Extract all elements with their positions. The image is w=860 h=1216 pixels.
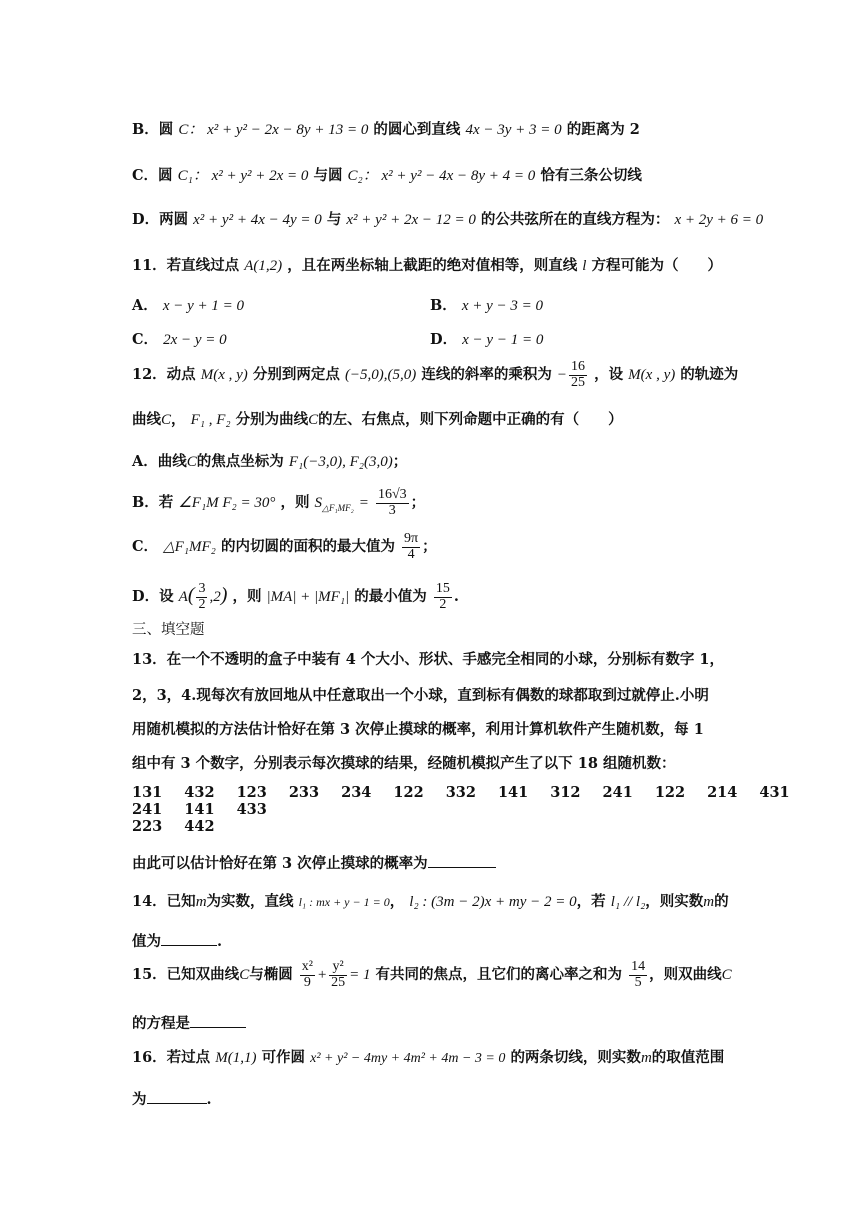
q12-option-d <box>132 582 459 612</box>
subscript: △F₁MF₂ <box>322 503 354 514</box>
text: 的左、右焦点，则下列命题中正确的有（ ） <box>318 411 623 428</box>
text: 为实数，直线 <box>206 893 294 910</box>
math: F₁ , F₂ <box>190 412 231 428</box>
text: 的最小值为 <box>354 588 427 606</box>
random-number: 433 <box>236 801 267 818</box>
random-number: 234 <box>341 784 372 801</box>
text: 有共同的焦点，且它们的离心率之和为 <box>375 966 623 984</box>
math: ∠F₁M F₂ = 30° <box>178 495 276 512</box>
section-title: 三、填空题 <box>132 622 205 638</box>
text: ，则实数 <box>645 893 704 910</box>
text: ， <box>389 893 405 910</box>
text: ，则双曲线 <box>649 966 722 984</box>
math: F₁(−3,0), F₂(3,0) <box>288 454 393 470</box>
text: 的圆心到直线 <box>373 121 461 138</box>
random-number: 332 <box>445 784 476 801</box>
q12-option-b <box>132 488 425 518</box>
q15-line2 <box>132 1012 246 1033</box>
math: x − y + 1 = 0 <box>162 298 245 314</box>
text: 恰有三条公切线 <box>540 167 642 184</box>
math: C <box>308 412 319 428</box>
q16-line2 <box>132 1088 212 1109</box>
text: 的距离为 2 <box>566 121 640 138</box>
text: ，且在两坐标轴上截距的绝对值相等，则直线 <box>287 257 578 274</box>
math: m <box>703 894 715 910</box>
math: l₂ : (3m − 2)x + my − 2 = 0 <box>409 894 577 910</box>
text: 为 <box>132 1091 147 1108</box>
text: . <box>453 588 459 606</box>
answer-blank[interactable] <box>147 1089 207 1104</box>
math: (−5,0),(5,0) <box>344 367 417 384</box>
text: 与 <box>326 211 342 228</box>
text: 14．已知 <box>132 893 196 910</box>
label: B． <box>430 297 457 314</box>
text: 曲线 <box>132 411 161 428</box>
math: C <box>161 412 172 428</box>
text: B．圆 <box>132 121 174 138</box>
math: △F₁MF₂ <box>163 539 216 556</box>
random-number: 214 <box>707 784 738 801</box>
math: ,2 <box>209 589 221 606</box>
text: ，则 <box>280 494 310 512</box>
text: 的轨迹为 <box>680 366 739 384</box>
text: ； <box>410 494 426 512</box>
math: x − y − 1 = 0 <box>462 332 544 348</box>
q11-option-a <box>132 294 244 315</box>
math: m <box>195 894 207 910</box>
text: ，设 <box>594 366 624 384</box>
fraction: $\frac{\text{x²}}{9}$ <box>301 959 313 990</box>
q15-line1 <box>132 960 732 990</box>
text: 方程可能为（ ） <box>591 257 723 274</box>
q13-line2: 2，3，4.现每次有放回地从中任意取出一个小球，直到标有偶数的球都取到过就停止.小明 <box>132 687 709 704</box>
math: M(x , y) <box>628 367 676 384</box>
text: 分别为曲线 <box>235 411 309 428</box>
text: 与椭圆 <box>249 966 293 984</box>
text: 16．若过点 <box>132 1049 211 1066</box>
paren: ) <box>220 584 228 607</box>
text: 的公共弦所在的直线方程为： <box>480 211 670 228</box>
text: 与圆 <box>313 167 343 184</box>
text: ； <box>422 538 437 556</box>
paren: ( <box>187 584 195 607</box>
math: C₂： x² + y² − 4x − 8y + 4 = 0 <box>347 168 536 184</box>
text: 的内切圆的面积的最大值为 <box>220 538 395 556</box>
text: 15．已知双曲线 <box>132 966 240 984</box>
q12-option-c <box>132 532 437 562</box>
text: 的方程是 <box>132 1015 190 1032</box>
math: x² + y² + 4x − 4y = 0 <box>193 212 322 228</box>
random-number: 122 <box>393 784 424 801</box>
text: 可作圆 <box>261 1049 306 1066</box>
q12-option-a <box>132 450 407 471</box>
text: 的焦点坐标为 <box>196 453 284 470</box>
fraction: $\frac{16√3}{3}$ <box>377 487 407 518</box>
math: x² + y² + 2x − 12 = 0 <box>346 212 476 228</box>
fraction: $\frac{16}{25}$ <box>571 359 586 390</box>
q13-line4: 组中有 3 个数字，分别表示每次摸球的结果，经随机模拟产生了以下 18 组随机数： <box>132 755 676 772</box>
math: 2x − y = 0 <box>163 332 227 348</box>
text: ，则 <box>232 588 262 606</box>
answer-blank[interactable] <box>161 931 217 946</box>
text: ； <box>392 453 408 470</box>
q14-line1 <box>132 890 729 911</box>
math: l <box>582 258 587 274</box>
math: C₁： x² + y² + 2x = 0 <box>177 168 309 184</box>
q11-option-b <box>430 294 543 315</box>
fraction: $\frac{\text{y²}}{25}$ <box>331 959 346 990</box>
text: 12．动点 <box>132 366 196 384</box>
q13-line1: 13．在一个不透明的盒子中装有 4 个大小、形状、手感完全相同的小球，分别标有数字 1， <box>132 651 724 668</box>
random-number: 223 <box>132 818 163 835</box>
fraction: $\frac{15}{2}$ <box>435 581 450 612</box>
text: 的 <box>714 893 729 910</box>
random-number: 122 <box>654 784 686 801</box>
math: A(1,2) <box>244 258 283 274</box>
math: C <box>721 967 732 984</box>
text: B．若 <box>132 494 174 512</box>
random-number: 123 <box>236 784 267 801</box>
math: A <box>178 589 188 606</box>
math: S <box>314 495 323 512</box>
label: C． <box>132 331 159 348</box>
text: D．两圆 <box>132 211 189 228</box>
text: 分别到两定点 <box>252 366 340 384</box>
fraction: $\frac{9\pi}{4}$ <box>404 531 419 562</box>
text: D．设 <box>132 588 174 606</box>
text: C．圆 <box>132 167 173 184</box>
answer-blank[interactable] <box>428 853 496 868</box>
math: C <box>186 454 197 470</box>
q12-stem-line1 <box>132 360 738 390</box>
label: A． <box>132 297 158 314</box>
random-number: 141 <box>184 801 215 818</box>
math: M(1,1) <box>215 1050 257 1066</box>
random-number: 442 <box>184 818 215 835</box>
text: 的取值范围 <box>651 1049 725 1066</box>
text: . <box>206 1091 212 1108</box>
random-number: 131 <box>132 784 163 801</box>
math: = 1 <box>349 967 371 984</box>
math: l₁ : mx + y − 1 = 0 <box>298 895 390 909</box>
text: C． <box>132 538 159 556</box>
q10-option-c <box>132 164 642 185</box>
text: 值为 <box>132 933 161 950</box>
q11-option-c <box>132 328 227 349</box>
math: M(x , y) <box>200 367 248 384</box>
text: 11．若直线过点 <box>132 257 240 274</box>
text: 由此可以估计恰好在第 3 次停止摸球的概率为 <box>132 855 428 872</box>
text: . <box>217 933 223 950</box>
math: |MA| + |MF₁| <box>266 589 350 606</box>
random-numbers-row1 <box>132 784 860 818</box>
math: x + y − 3 = 0 <box>461 298 544 314</box>
random-number: 241 <box>602 784 633 801</box>
math: + <box>316 967 328 984</box>
math: x + 2y + 6 = 0 <box>674 212 764 228</box>
q11-option-d <box>430 328 543 349</box>
text: 的两条切线，则实数 <box>510 1049 641 1066</box>
q14-line2 <box>132 930 222 951</box>
random-number: 241 <box>132 801 163 818</box>
q12-stem-line2 <box>132 408 623 429</box>
random-number: 431 <box>759 784 790 801</box>
math: C： x² + y² − 2x − 8y + 13 = 0 <box>178 122 369 138</box>
q10-option-b <box>132 118 640 139</box>
minus-sign: − <box>556 367 568 384</box>
random-number: 432 <box>184 784 215 801</box>
fraction: $\frac{14}{5}$ <box>631 959 646 990</box>
q11-stem <box>132 254 722 275</box>
text: ，若 <box>576 893 606 910</box>
text: ， <box>171 411 186 428</box>
math: = <box>358 495 369 512</box>
math: 4x − 3y + 3 = 0 <box>465 122 562 138</box>
q16-line1 <box>132 1046 724 1067</box>
answer-blank[interactable] <box>190 1013 246 1028</box>
math: l₁ // l₂ <box>610 894 646 910</box>
q10-option-d <box>132 208 763 229</box>
fraction: $\frac{3}{2}$ <box>198 581 206 612</box>
random-numbers-row2 <box>132 818 237 835</box>
math: C <box>239 967 250 984</box>
math: x² + y² − 4my + 4m² + 4m − 3 = 0 <box>310 1051 506 1066</box>
text: 连线的斜率的乘积为 <box>421 366 552 384</box>
math: m <box>640 1050 652 1066</box>
q13-line3: 用随机模拟的方法估计恰好在第 3 次停止摸球的概率，利用计算机软件产生随机数，每 1 <box>132 721 704 738</box>
label: D． <box>430 331 458 348</box>
random-number: 312 <box>550 784 581 801</box>
text: A．曲线 <box>132 453 187 470</box>
q13-line5 <box>132 852 496 873</box>
random-number: 141 <box>497 784 529 801</box>
random-number: 233 <box>288 784 320 801</box>
